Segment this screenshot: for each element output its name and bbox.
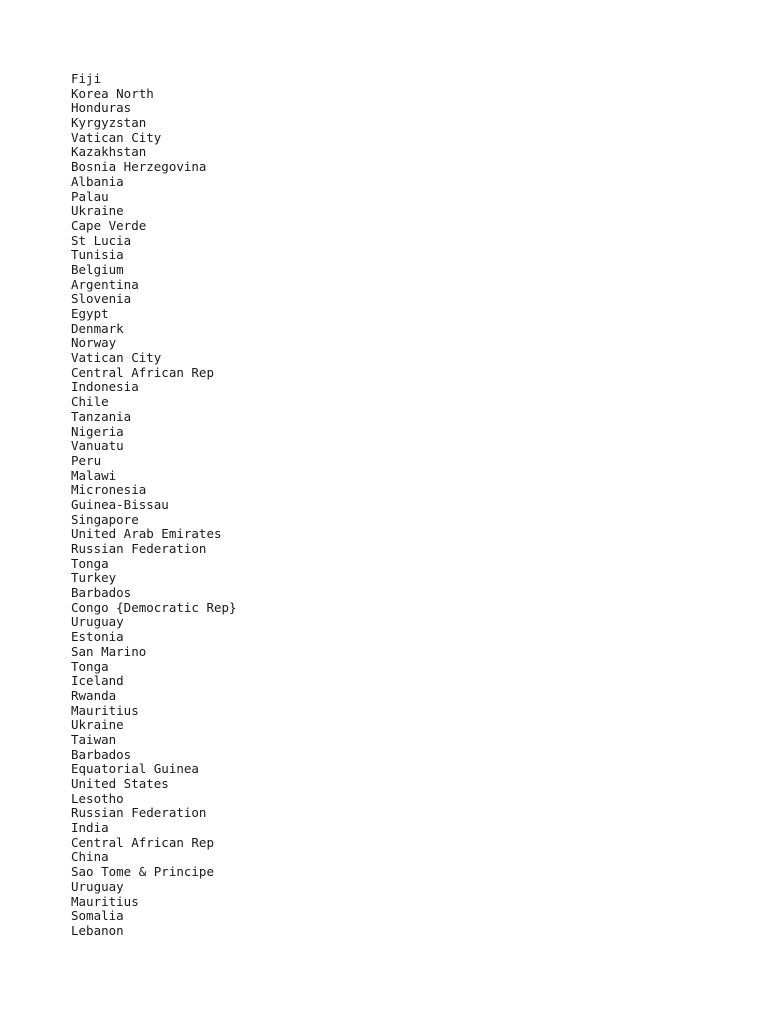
list-item: Bosnia Herzegovina [71, 159, 207, 175]
list-item: Guinea-Bissau [71, 496, 169, 512]
list-item: Mauritius [71, 893, 139, 909]
list-item: Barbados [71, 746, 132, 762]
list-item: Somalia [71, 908, 124, 924]
list-item: Ukraine [71, 203, 124, 219]
list-item: Estonia [71, 629, 124, 645]
list-item: India [71, 820, 109, 836]
list-item: United States [71, 776, 169, 791]
list-item: Albania [71, 173, 124, 189]
list-item: Indonesia [71, 379, 139, 395]
list-item: Malawi [71, 467, 117, 483]
list-item: Ukraine [71, 717, 124, 733]
list-item: Denmark [71, 320, 124, 336]
list-item: Congo {Democratic Rep} [71, 599, 237, 615]
list-item: Korea North [71, 85, 154, 101]
list-item: Barbados [71, 585, 132, 601]
list-item: Nigeria [71, 423, 124, 439]
list-item: Iceland [71, 673, 124, 689]
list-item: Kyrgyzstan [71, 115, 147, 131]
list-item: Equatorial Guinea [71, 761, 199, 777]
list-item: Norway [71, 335, 117, 351]
list-item: United Arab Emirates [71, 526, 222, 542]
list-item: Tanzania [71, 408, 132, 424]
list-item: Argentina [71, 276, 139, 292]
list-item: Peru [71, 452, 102, 468]
list-item: Honduras [71, 100, 132, 116]
list-item: Singapore [71, 511, 139, 527]
list-item: St Lucia [71, 232, 132, 248]
list-item: Palau [71, 188, 109, 204]
list-item: Slovenia [71, 291, 132, 307]
list-item: China [71, 849, 109, 865]
list-item: Russian Federation [71, 541, 207, 556]
list-item: Belgium [71, 261, 124, 277]
list-item: Tonga [71, 658, 109, 674]
list-item: Vanuatu [71, 438, 124, 454]
list-item: Rwanda [71, 687, 117, 703]
list-item: Egypt [71, 306, 109, 321]
list-item: Mauritius [71, 702, 139, 718]
list-item: Lesotho [71, 790, 124, 806]
list-item: Tunisia [71, 247, 124, 263]
list-item: Micronesia [71, 482, 147, 498]
list-item: San Marino [71, 643, 147, 659]
list-item: Kazakhstan [71, 144, 147, 160]
list-item: Fiji [71, 71, 102, 86]
list-item: Chile [71, 394, 109, 410]
country-list [71, 72, 237, 939]
list-item: Vatican City [71, 129, 162, 145]
list-item: Uruguay [71, 614, 124, 630]
list-item: Cape Verde [71, 217, 147, 233]
list-item: Uruguay [71, 878, 124, 894]
list-item: Lebanon [71, 922, 124, 938]
list-item: Tonga [71, 555, 109, 571]
list-item: Russian Federation [71, 805, 207, 821]
list-item: Taiwan [71, 731, 117, 747]
list-item: Turkey [71, 570, 117, 586]
list-item: Central African Rep [71, 834, 214, 850]
list-item: Central African Rep [71, 364, 214, 380]
list-item: Sao Tome & Principe [71, 864, 214, 880]
list-item: Vatican City [71, 350, 162, 366]
